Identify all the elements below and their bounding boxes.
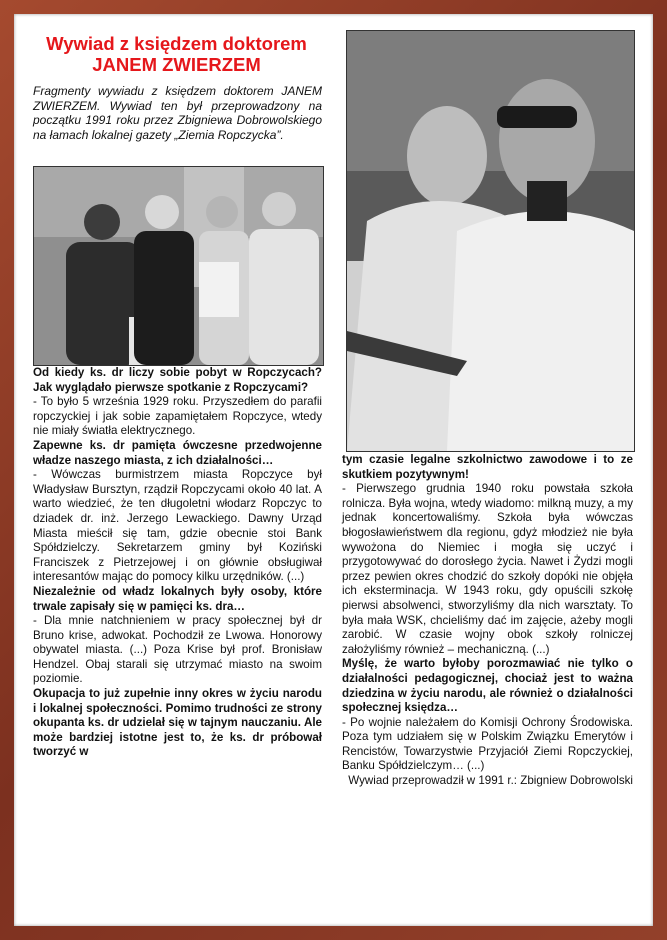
group-photo	[33, 166, 324, 366]
article-title	[20, 33, 333, 75]
question-2: Zapewne ks. dr pamięta ówczesne przedwojenne władze naszego miasta, z ich działalności…	[33, 438, 322, 467]
answer-5: - Po wojnie należałem do Komisji Ochrony Środowiska. Poza tym udziałem się w Polskim Związku Emerytów i Rencistów, Towarzystwie Przyjaciół Ziemi Ropczyckiej, Banku Spółdzielczym… (...)	[342, 715, 633, 773]
question-4-end: tym czasie legalne szkolnictwo zawodowe i to ze skutkiem pozytywnym!	[342, 453, 633, 481]
answer-2: - Wówczas burmistrzem miasta Ropczyce był Władysław Bursztyn, rządził Ropczycami około 40 lat. A warto wiedzieć, że ten długoletni włodarz Ropczyc to dziadek dr. inż. Jerzego Lewackiego. Dawny Urząd Miasta mieścił się tam, gdzie obecnie stoi Bank Spółdzielczy. Sekretarzem gminy był Koziński Franciszek z Pietrzejowej i on głównie obsługiwał interesantów mając do pomocy kilku urzędników. (...)	[33, 468, 322, 584]
answer-4: - Pierwszego grudnia 1940 roku powstała szkoła rolnicza. Była wojna, wtedy wiadomo: milkną muzy, a my jednak koncertowaliśmy. Szkoła była wówczas błogosławieństwem dla regionu, gdyż młodzież nie była wywożona do Niemiec i mogła się uczyć i przygotowywać do dorosłego życia. Nawet i Żydzi mogli przez pewien okres chodzić do szkoły dopóki nie objęła ich eksterminacja. W 1943 roku, gdy opuścili szkołę pierwsi absolwenci, stworzyliśmy dla nich warsztaty. To była mała WSK, chcieliśmy dać im zajęcie, ażeby mogli zarobić. W czasie wojny obok szkoły rolniczej założyliśmy również – mechaniczną. (...)	[342, 482, 633, 656]
article-intro: Fragmenty wywiadu z księdzem doktorem JANEM ZWIERZEM. Wywiad ten był przeprowadzony na początku 1991 roku przez Zbigniewa Dobrowolskiego na łamach lokalnej gazety „Ziemia Ropczycka”.	[33, 84, 322, 142]
answer-3: - Dla mnie natchnieniem w pracy społecznej był dr Bruno krise, adwokat. Pochodził ze Lwowa. Honorowy obywatel miasta. (...) Poza Krise był prof. Bronisław Hendzel. Obaj starali się utrzymać miasto na swoim poziomie.	[33, 614, 322, 686]
signature: Wywiad przeprowadził w 1991 r.: Zbigniew Dobrowolski	[348, 774, 633, 788]
answer-1: - To było 5 września 1929 roku. Przyszedłem do parafii ropczyckiej i jak sobie zapamiętałem Ropczyce, wtedy nie miały światła elektrycznego.	[33, 395, 322, 438]
question-1: Od kiedy ks. dr liczy sobie pobyt w Ropczycach? Jak wyglądało pierwsze spotkanie z Ropczycami?	[33, 366, 322, 394]
question-4-start: Okupacja to już zupełnie inny okres w życiu narodu i lokalnej społeczności. Pomimo trudności ze strony okupanta ks. dr udzielał się w tajnym nauczaniu. Ale może bardziej istotne jest to, że ks. dr próbował tworzyć w	[33, 687, 322, 759]
question-5: Myślę, że warto byłoby porozmawiać nie tylko o działalności pedagogicznej, chociaż jest to ważna dziedzina w życiu narodu, ale również o działalności społecznej księdza…	[342, 657, 633, 715]
title-line-1: Wywiad z księdzem doktorem	[46, 33, 307, 54]
question-3: Niezależnie od władz lokalnych były osoby, które trwale zapisały się w pamięci ks. dra…	[33, 584, 322, 613]
priests-photo	[346, 30, 635, 452]
left-column	[33, 366, 322, 760]
right-column	[342, 453, 633, 789]
title-line-2: JANEM ZWIERZEM	[92, 54, 261, 75]
